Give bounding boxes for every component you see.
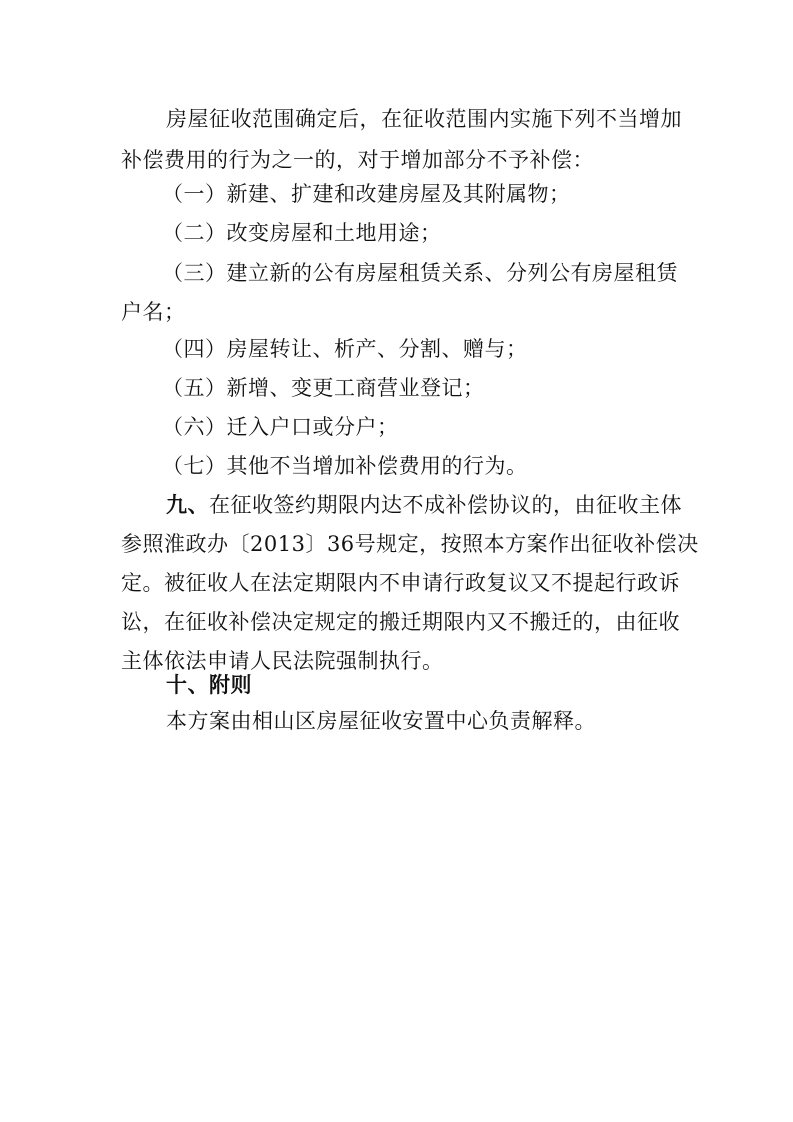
section-ten-heading: 十、附则	[166, 673, 252, 697]
list-item-1: （一）新建、扩建和改建房屋及其附属物；	[162, 182, 571, 206]
paragraph-line-1: 房屋征收范围确定后，在征收范围内实施下列不当增加	[166, 107, 682, 131]
list-item-6: （六）迁入户口或分户；	[162, 415, 399, 439]
section-nine-line-3: 定。被征收人在法定期限内不申请行政复议又不提起行政诉	[121, 571, 680, 595]
list-item-3: （三）建立新的公有房屋租赁关系、分列公有房屋租赁	[162, 261, 678, 285]
list-item-4: （四）房屋转让、析产、分割、赠与；	[162, 337, 528, 361]
section-nine-line-2: 参照淮政办〔2013〕36号规定，按照本方案作出征收补偿决	[121, 532, 699, 556]
section-nine-text: 在征收签约期限内达不成补偿协议的，由征收主体	[209, 493, 682, 517]
section-nine-line-5: 主体依法申请人民法院强制执行。	[121, 649, 444, 673]
section-nine-first-line	[166, 485, 682, 525]
paragraph-line-2: 补偿费用的行为之一的，对于增加部分不予补偿：	[121, 148, 594, 172]
list-item-2: （二）改变房屋和土地用途；	[162, 221, 442, 245]
list-item-3-continued: 户名；	[121, 300, 186, 324]
section-nine-line-4: 讼，在征收补偿决定规定的搬迁期限内又不搬迁的，由征收	[121, 610, 680, 634]
list-item-5: （五）新增、变更工商营业登记；	[162, 376, 485, 400]
section-ten-text: 本方案由相山区房屋征收安置中心负责解释。	[166, 709, 596, 733]
section-nine-heading: 九、	[166, 493, 209, 517]
list-item-7: （七）其他不当增加补偿费用的行为。	[162, 454, 528, 478]
